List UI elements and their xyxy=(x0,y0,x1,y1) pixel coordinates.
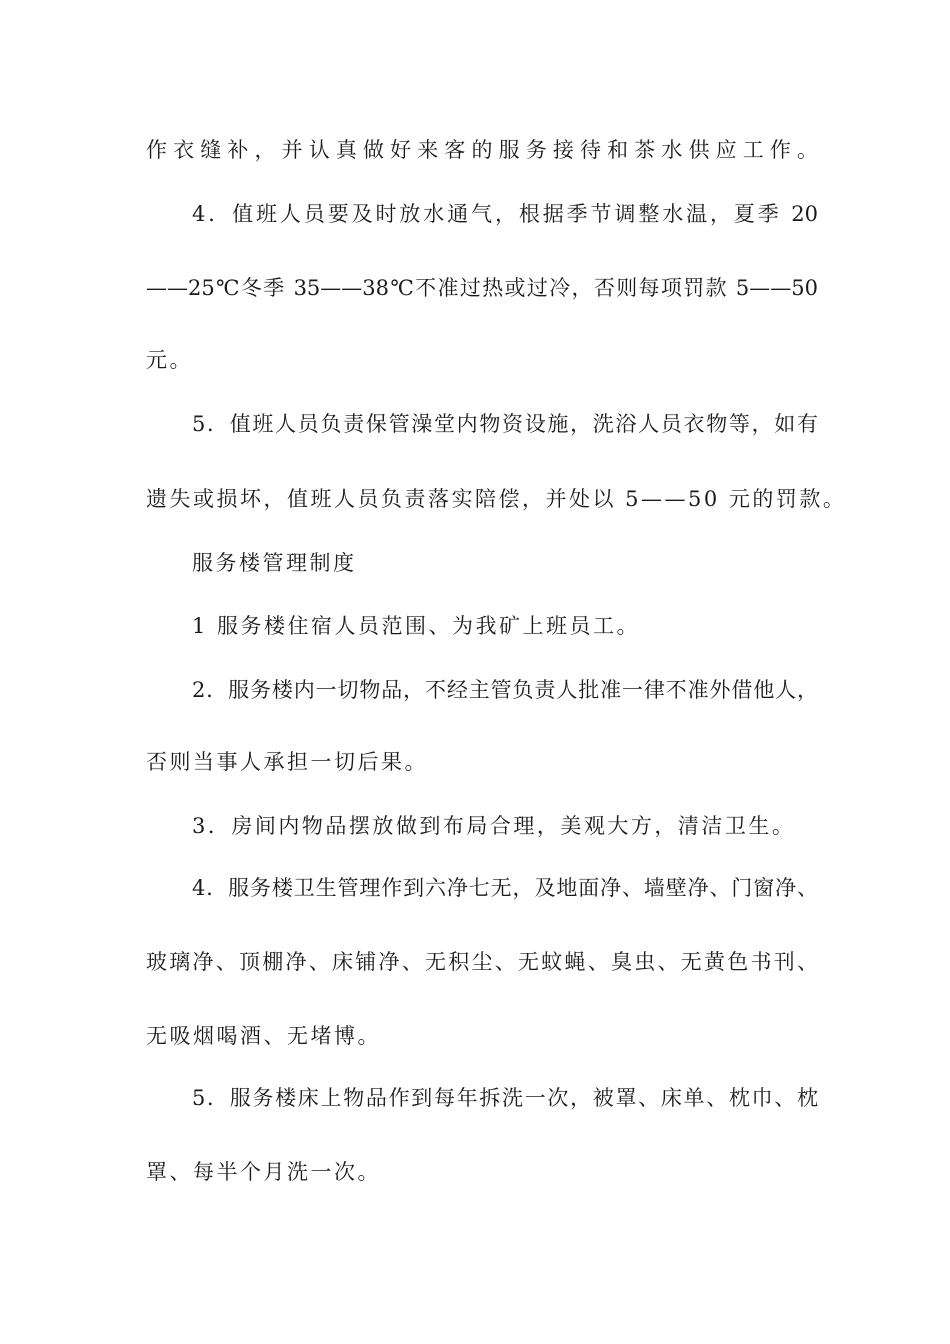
paragraph-line: 5．值班人员负责保管澡堂内物资设施，洗浴人员衣物等，如有 xyxy=(192,412,818,436)
paragraph-line: 3．房间内物品摆放做到布局合理，美观大方，清洁卫生。 xyxy=(192,814,796,838)
paragraph-line: 2．服务楼内一切物品，不经主管负责人批准一律不准外借他人， xyxy=(192,678,818,702)
paragraph-line: 5．服务楼床上物品作到每年拆洗一次，被罩、床单、枕巾、枕 xyxy=(192,1086,818,1110)
paragraph-line: 元。 xyxy=(146,348,193,372)
paragraph-line: 遗失或损坏，值班人员负责落实陪偿，并处以 5——50 元的罚款。 xyxy=(146,487,847,511)
paragraph-line: 无吸烟喝酒、无堵博。 xyxy=(146,1024,381,1048)
paragraph-line: ——25℃冬季 35——38℃不准过热或过冷，否则每项罚款 5——50 xyxy=(146,276,818,300)
paragraph-line: 玻璃净、顶棚净、床铺净、无积尘、无蚊蝇、臭虫、无黄色书刊、 xyxy=(146,950,818,974)
paragraph-line: 4．值班人员要及时放水通气，根据季节调整水温，夏季 20 xyxy=(192,202,818,226)
paragraph-line: 作衣缝补，并认真做好来客的服务接待和茶水供应工作。 xyxy=(146,138,818,162)
paragraph-line: 罩、每半个月洗一次。 xyxy=(146,1160,381,1184)
paragraph-line: 4．服务楼卫生管理作到六净七无，及地面净、墙壁净、门窗净、 xyxy=(192,876,818,900)
paragraph-line: 1 服务楼住宿人员范围、为我矿上班员工。 xyxy=(192,614,641,638)
paragraph-line: 否则当事人承担一切后果。 xyxy=(146,750,428,774)
section-heading: 服务楼管理制度 xyxy=(192,551,357,575)
